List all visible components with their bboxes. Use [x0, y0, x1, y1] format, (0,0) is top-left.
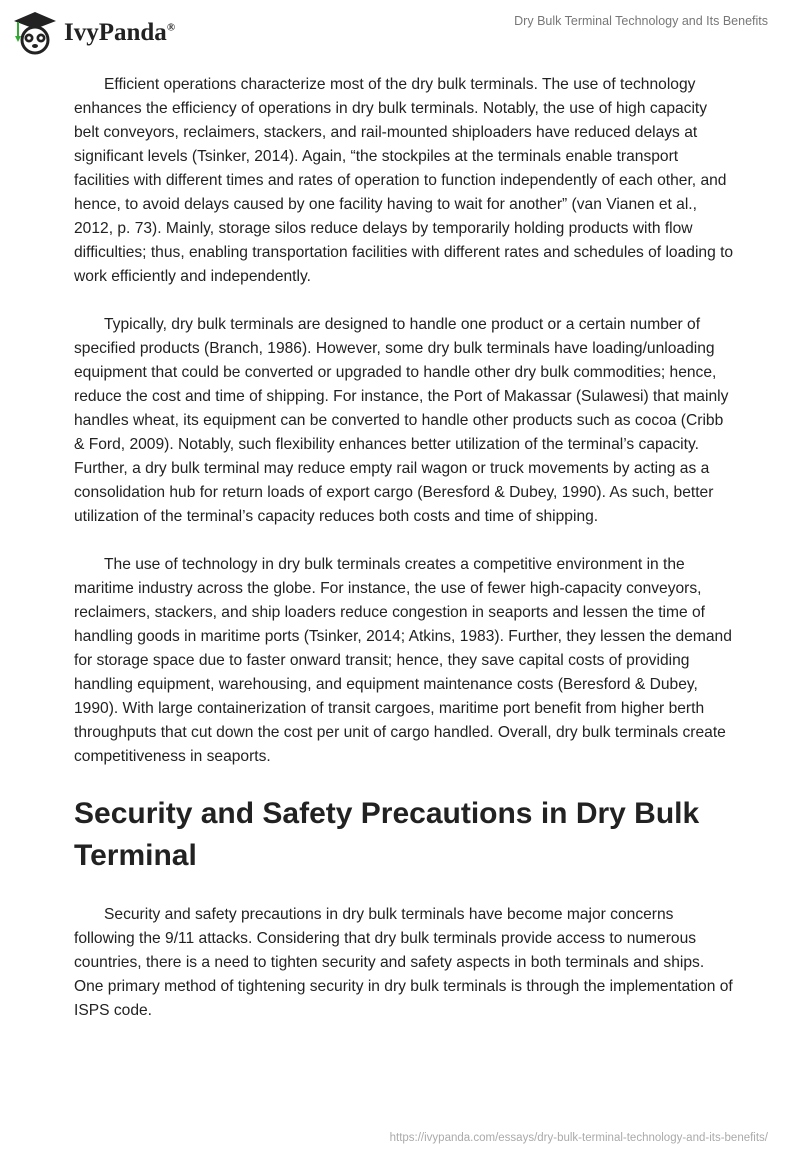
panda-graduate-icon: [12, 10, 58, 56]
section-heading: Security and Safety Precautions in Dry Bulk Terminal: [74, 797, 700, 872]
paragraph: Efficient operations characterize most of the dry bulk terminals. The use of technology enhances the efficiency of operations in dry bulk terminals. Notably, the use of high capacity belt conveyors, reclaimers, stackers, and rail-mounted shiploaders have reduced delays at significant levels (Tsinker, 2014). Again, “the stockpiles at the terminals enable transport facilities with different times and rates of operation to function independently of each other, and hence, to avoid delays caused by one facility having to wait for another” (van Vianen et al., 2012, p. 73). Mainly, storage silos reduce delays by temporarily holding products with flow difficulties; thus, enabling transportation facilities with different rates and schedules of loading to work efficiently and independently.: [74, 76, 734, 285]
source-url[interactable]: https://ivypanda.com/essays/dry-bulk-terminal-technology-and-its-benefits/: [389, 1132, 768, 1144]
brand-text: IvyPanda: [64, 19, 167, 46]
document-title: Dry Bulk Terminal Technology and Its Benefits: [514, 14, 768, 28]
ivypanda-logo[interactable]: [12, 10, 175, 56]
paragraph: Typically, dry bulk terminals are designed to handle one product or a certain number of specified products (Branch, 1986). However, some dry bulk terminals have loading/unloading equipment that could be converted or upgraded to handle other dry bulk commodities; hence, reduce the cost and time of shipping. For instance, the Port of Makassar (Sulawesi) that mainly handles wheat, its equipment can be converted to handle other products such as cocoa (Cribb & Ford, 2009). Notably, such flexibility enhances better utilization of the terminal’s capacity. Further, a dry bulk terminal may reduce empty rail wagon or truck movements by acting as a consolidation hub for return loads of export cargo (Beresford & Dubey, 1990). As such, better utilization of the terminal’s capacity reduces both costs and time of shipping.: [74, 316, 729, 525]
registered-mark: ®: [166, 21, 176, 34]
brand-name: [64, 19, 175, 47]
paragraph: Security and safety precautions in dry bulk terminals have become major concerns following the 9/11 attacks. Considering that dry bulk terminals provide access to numerous countries, there is a need to tighten security and safety aspects in both terminals and ships. One primary method of tightening security in dry bulk terminals is through the implementation of ISPS code.: [74, 906, 733, 1019]
essay-content: [74, 73, 734, 1047]
paragraph: The use of technology in dry bulk terminals creates a competitive environment in the maritime industry across the globe. For instance, the use of fewer high-capacity conveyors, reclaimers, stackers, and ship loaders reduce congestion in seaports and lessen the time of handling goods in maritime ports (Tsinker, 2014; Atkins, 1983). Further, they lessen the demand for storage space due to faster onward transit; hence, they save capital costs of providing handling equipment, warehousing, and equipment maintenance costs (Beresford & Dubey, 1990). With large containerization of transit cargoes, maritime port benefit from higher berth throughputs that cut down the cost per unit of cargo handled. Overall, dry bulk terminals create competitiveness in seaports.: [74, 556, 732, 765]
